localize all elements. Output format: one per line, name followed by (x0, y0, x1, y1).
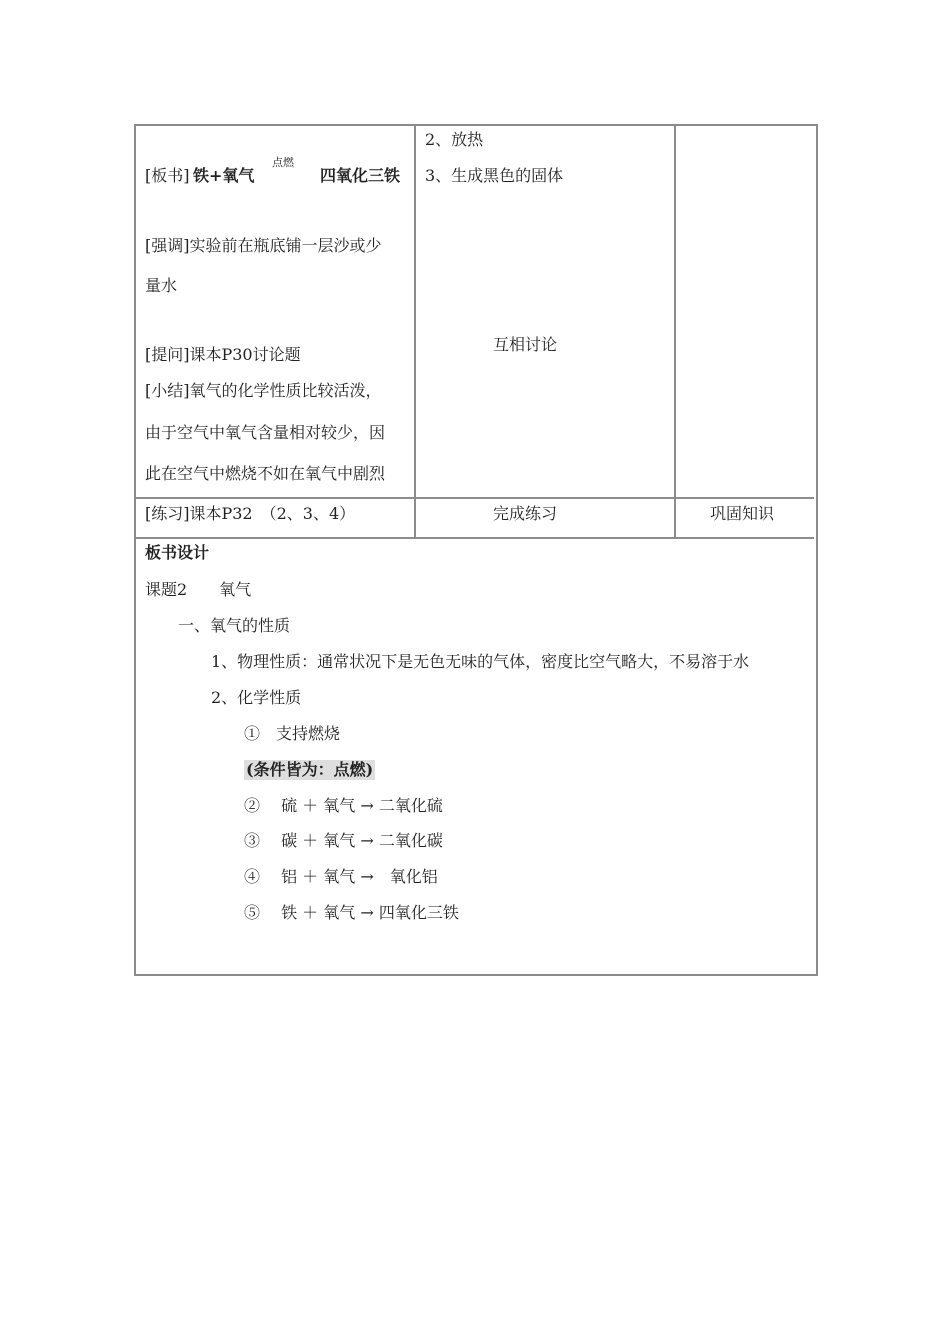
condition-note: (条件皆为：点燃) (246, 760, 374, 779)
reaction-item-1: ① 支持燃烧 (244, 724, 341, 743)
board-condition: 点燃 (272, 156, 294, 169)
reaction-item-5: ⑤ 铁 ＋ 氧气 → 四氧化三铁 (244, 903, 459, 922)
reaction-item-4: ④ 铝 ＋ 氧气 → 氧化铝 (244, 867, 438, 886)
board-product: 四氧化三铁 (320, 166, 401, 185)
chemical-properties: 2、化学性质 (211, 688, 302, 707)
observation-item-3: 3、生成黑色的固体 (425, 166, 564, 185)
summary-line-1: [小结]氧气的化学性质比较活泼， (145, 381, 382, 400)
column-divider-2 (674, 126, 676, 538)
summary-line-2: 由于空气中氧气含量相对较少，因 (145, 423, 386, 442)
practice-student: 完成练习 (493, 504, 558, 523)
board-design-heading: 板书设计 (145, 543, 210, 562)
board-prefix: [板书] (145, 166, 190, 185)
discussion-text: 互相讨论 (493, 335, 558, 354)
board-design-section-1: 一、氧气的性质 (178, 616, 291, 635)
row-divider-1 (136, 497, 814, 499)
board-design-topic: 课题2 氧气 (145, 580, 252, 599)
observation-item-2: 2、放热 (425, 130, 484, 149)
summary-line-3: 此在空气中燃烧不如在氧气中剧烈 (145, 464, 386, 483)
reaction-item-2: ② 硫 ＋ 氧气 → 二氧化硫 (244, 796, 443, 815)
reaction-item-3: ③ 碳 ＋ 氧气 → 二氧化碳 (244, 831, 443, 850)
board-equation-left: 铁+氧气 (193, 166, 255, 185)
practice-teacher: [练习]课本P32 （2、3、4） (145, 504, 356, 523)
column-divider-1 (414, 126, 416, 538)
physical-properties: 1、物理性质：通常状况下是无色无味的气体，密度比空气略大，不易溶于水 (211, 652, 750, 671)
emphasis-line-2: 量水 (145, 276, 178, 295)
row-divider-2 (136, 537, 814, 539)
practice-purpose: 巩固知识 (710, 504, 775, 523)
emphasis-line-1: [强调]实验前在瓶底铺一层沙或少 (145, 236, 382, 255)
question-text: [提问]课本P30讨论题 (145, 345, 301, 364)
